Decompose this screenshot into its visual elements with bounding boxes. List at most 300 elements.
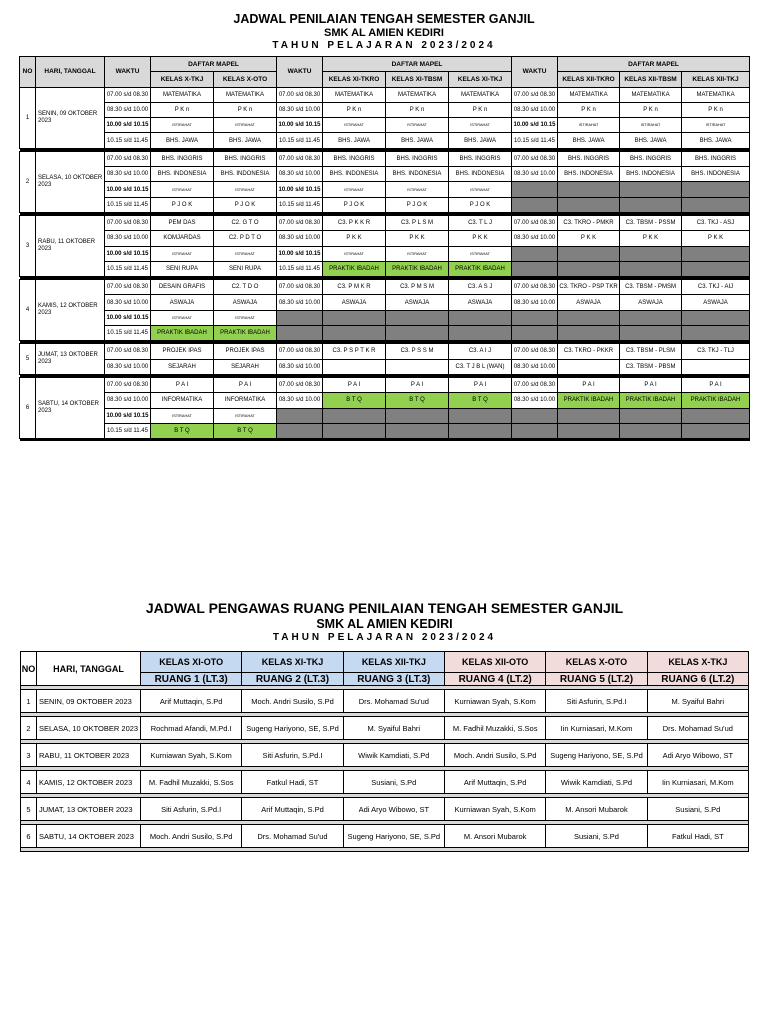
proctor-no: 1 — [21, 690, 37, 713]
subject-cell — [620, 246, 682, 261]
proctor-no: 2 — [21, 717, 37, 740]
subject-cell: SEJARAH — [214, 359, 277, 374]
subject-cell: C2. T D O — [214, 280, 277, 295]
subject-cell — [682, 197, 750, 212]
subject-cell: P K K — [558, 231, 620, 246]
subject-cell: PRAKTIK IBADAH — [558, 393, 620, 408]
subject-cell: P A I — [151, 377, 214, 392]
day-number: 2 — [20, 151, 36, 212]
schedule-row — [20, 408, 750, 423]
schedule-row — [20, 280, 750, 295]
proctor-name: Wiwik Kamdiati, S.Pd — [343, 744, 444, 767]
subject-cell: BHS. INDONESIA — [214, 167, 277, 182]
subject-cell: P K n — [558, 102, 620, 117]
subject-cell: ISTIRAHAT — [214, 310, 277, 325]
subject-cell: P K n — [682, 102, 750, 117]
schedule-row — [20, 423, 750, 438]
subject-cell: MATEMATIKA — [620, 87, 682, 102]
subject-cell: C3. TBSM - PBSM — [620, 359, 682, 374]
subject-cell: BHS. JAWA — [323, 133, 386, 148]
subject-cell: ISTIRAHAT — [151, 310, 214, 325]
time-slot: 08.30 s/d 10.00 — [512, 359, 558, 374]
subject-cell: C3. P M K R — [323, 280, 386, 295]
subject-cell: MATEMATIKA — [151, 87, 214, 102]
time-slot: 07.00 s/d 08.30 — [105, 87, 151, 102]
schedule-row — [20, 326, 750, 341]
subject-cell: ASWAJA — [323, 295, 386, 310]
subject-cell — [620, 182, 682, 197]
time-slot: 07.00 s/d 08.30 — [512, 344, 558, 359]
subject-cell: C3. TBSM - PSSM — [620, 215, 682, 230]
proctor-name: Iin Kurniasari, M.Kom — [647, 771, 748, 794]
schedule-row — [20, 295, 750, 310]
subject-cell: C3. P S S M — [386, 344, 449, 359]
day-number: 4 — [20, 280, 36, 341]
subject-cell: BHS. INDONESIA — [620, 167, 682, 182]
time-slot: 07.00 s/d 08.30 — [277, 280, 323, 295]
subject-cell: B T Q — [449, 393, 512, 408]
proctor-class-header: KELAS X-TKJ — [647, 652, 748, 673]
proctor-no: 6 — [21, 825, 37, 848]
subject-cell: BHS. INDONESIA — [449, 167, 512, 182]
subject-cell: INFORMATIKA — [214, 393, 277, 408]
subject-cell — [558, 261, 620, 276]
subject-cell: ASWAJA — [386, 295, 449, 310]
subject-cell: C3. TKJ - TLJ — [682, 344, 750, 359]
proctor-gap-row — [21, 848, 749, 852]
time-slot: 07.00 s/d 08.30 — [105, 215, 151, 230]
subject-cell — [558, 423, 620, 438]
subject-cell: C3. TBSM - PMSM — [620, 280, 682, 295]
schedule-year: TAHUN PELAJARAN 2023/2024 — [272, 40, 496, 51]
schedule-body — [20, 87, 750, 441]
subject-cell: B T Q — [151, 423, 214, 438]
time-slot: 08.30 s/d 10.00 — [277, 393, 323, 408]
subject-cell: C3. P S P T K R — [323, 344, 386, 359]
proctor-name: M. Fadhil Muzakki, S.Sos — [141, 771, 242, 794]
schedule-row — [20, 231, 750, 246]
proctor-name: Arif Muttaqin, S.Pd — [444, 771, 545, 794]
subject-cell: ASWAJA — [151, 295, 214, 310]
subject-cell: BHS. INDONESIA — [323, 167, 386, 182]
proctor-name: Kurniawan Syah, S.Kom — [141, 744, 242, 767]
subject-cell: ASWAJA — [620, 295, 682, 310]
subject-cell: BHS. INGGRIS — [449, 151, 512, 166]
time-slot: 10.00 s/d 10.15 — [105, 246, 151, 261]
proctor-name: Drs. Mohamad Su'ud — [343, 690, 444, 713]
proctor-class-header: KELAS XII-OTO — [444, 652, 545, 673]
time-slot: 10.00 s/d 10.15 — [105, 118, 151, 133]
proctor-day: KAMIS, 12 OKTOBER 2023 — [37, 771, 141, 794]
subject-cell — [323, 423, 386, 438]
subject-cell — [558, 359, 620, 374]
proctor-room-header: RUANG 1 (LT.3) — [141, 673, 242, 686]
proctor-name: Siti Asfurin, S.Pd.I — [242, 744, 343, 767]
subject-cell — [558, 408, 620, 423]
proctor-room-header: RUANG 5 (LT.2) — [546, 673, 647, 686]
subject-cell: ISTIRAHAT — [386, 118, 449, 133]
col-class: KELAS XI-TBSM — [386, 72, 449, 87]
time-slot: 08.30 s/d 10.00 — [105, 295, 151, 310]
proctor-name: Sugeng Hariyono, SE, S.Pd — [546, 744, 647, 767]
subject-cell: P A I — [386, 377, 449, 392]
subject-cell: PRAKTIK IBADAH — [620, 393, 682, 408]
subject-cell: C3. P K K R — [323, 215, 386, 230]
proctor-room-header: RUANG 6 (LT.2) — [647, 673, 748, 686]
col-class: KELAS XI-TKJ — [449, 72, 512, 87]
subject-cell: C3. TKJ - ASJ — [682, 215, 750, 230]
subject-cell: P A I — [323, 377, 386, 392]
time-slot: 10.00 s/d 10.15 — [277, 118, 323, 133]
proctor-schedule-section — [20, 600, 749, 852]
subject-cell — [620, 261, 682, 276]
time-slot: 10.15 s/d 11.45 — [277, 261, 323, 276]
proctor-name: Moch. Andri Susilo, S.Pd — [444, 744, 545, 767]
subject-cell: ISTIRAHAT — [449, 246, 512, 261]
subject-cell: SENI RUPA — [214, 261, 277, 276]
col-waktu-1: WAKTU — [105, 57, 151, 88]
proctor-day: SENIN, 09 OKTOBER 2023 — [37, 690, 141, 713]
subject-cell: PRAKTIK IBADAH — [682, 393, 750, 408]
time-slot — [512, 261, 558, 276]
proctor-name: Sugeng Hariyono, SE, S.Pd — [343, 825, 444, 848]
subject-cell: P K n — [386, 102, 449, 117]
time-slot: 10.15 s/d 11.45 — [105, 197, 151, 212]
subject-cell — [323, 310, 386, 325]
time-slot: 07.00 s/d 08.30 — [105, 377, 151, 392]
time-slot — [277, 423, 323, 438]
proctor-col-day: HARI, TANGGAL — [37, 652, 141, 686]
schedule-row — [20, 344, 750, 359]
proctor-name: Moch. Andri Susilo, S.Pd — [141, 825, 242, 848]
proctor-name: Adi Aryo Wibowo, ST — [343, 798, 444, 821]
time-slot: 07.00 s/d 08.30 — [277, 344, 323, 359]
subject-cell: C2. G T O — [214, 215, 277, 230]
subject-cell: C3. TKRO - PSP TKR — [558, 280, 620, 295]
time-slot: 08.30 s/d 10.00 — [512, 231, 558, 246]
day-number: 5 — [20, 344, 36, 375]
time-slot: 10.15 s/d 11.45 — [105, 261, 151, 276]
time-slot: 07.00 s/d 08.30 — [512, 280, 558, 295]
time-slot: 07.00 s/d 08.30 — [512, 377, 558, 392]
proctor-name: Siti Asfurin, S.Pd.I — [141, 798, 242, 821]
subject-cell: C3. TKRO - PKKR — [558, 344, 620, 359]
subject-cell: ISTIRAHAT — [151, 246, 214, 261]
time-slot: 08.30 s/d 10.00 — [105, 102, 151, 117]
proctor-school: SMK AL AMIEN KEDIRI — [316, 617, 453, 631]
proctor-name: Rochmad Afandi, M.Pd.I — [141, 717, 242, 740]
subject-cell: ISTIRAHAT — [151, 408, 214, 423]
day-date: SENIN, 09 OKTOBER 2023 — [36, 87, 105, 148]
subject-cell — [558, 326, 620, 341]
subject-cell: C2. P D T O — [214, 231, 277, 246]
proctor-class-header: KELAS X-OTO — [546, 652, 647, 673]
proctor-name: Drs. Mohamad Su'ud — [242, 825, 343, 848]
subject-cell: BHS. JAWA — [449, 133, 512, 148]
subject-cell: P K K — [449, 231, 512, 246]
col-waktu-2: WAKTU — [277, 57, 323, 88]
day-date: SABTU, 14 OKTOBER 2023 — [36, 377, 105, 438]
subject-cell: C3. TBSM - PLSM — [620, 344, 682, 359]
subject-cell: BHS. INDONESIA — [151, 167, 214, 182]
time-slot: 10.15 s/d 11.45 — [277, 197, 323, 212]
proctor-name: Susiani, S.Pd — [647, 798, 748, 821]
col-class: KELAS XII-TBSM — [620, 72, 682, 87]
proctor-table — [20, 651, 749, 852]
proctor-row — [21, 798, 749, 821]
subject-cell: C3. TKJ - AIJ — [682, 280, 750, 295]
col-waktu-3: WAKTU — [512, 57, 558, 88]
day-date: SELASA, 10 OKTOBER 2023 — [36, 151, 105, 212]
time-slot: 10.15 s/d 11.45 — [512, 133, 558, 148]
proctor-name: Kurniawan Syah, S.Kom — [444, 798, 545, 821]
subject-cell: PRAKTIK IBADAH — [151, 326, 214, 341]
proctor-room-header: RUANG 4 (LT.2) — [444, 673, 545, 686]
subject-cell — [682, 359, 750, 374]
proctor-name: Arif Muttaqin, S.Pd — [242, 798, 343, 821]
subject-cell: P A I — [620, 377, 682, 392]
col-class: KELAS X-TKJ — [151, 72, 214, 87]
subject-cell: C3. T J B L (WAN) — [449, 359, 512, 374]
proctor-name: Siti Asfurin, S.Pd.I — [546, 690, 647, 713]
proctor-day: JUMAT, 13 OKTOBER 2023 — [37, 798, 141, 821]
time-slot: 07.00 s/d 08.30 — [277, 151, 323, 166]
proctor-no: 4 — [21, 771, 37, 794]
proctor-name: Moch. Andri Susilo, S.Pd — [242, 690, 343, 713]
time-slot — [512, 197, 558, 212]
time-slot: 08.30 s/d 10.00 — [277, 231, 323, 246]
col-mapel-3: DAFTAR MAPEL — [558, 57, 750, 72]
col-class: KELAS XII-TKRO — [558, 72, 620, 87]
proctor-name: Adi Aryo Wibowo, ST — [647, 744, 748, 767]
subject-cell: C3. TKRO - PMKR — [558, 215, 620, 230]
proctor-name: Susiani, S.Pd — [343, 771, 444, 794]
time-slot — [277, 326, 323, 341]
proctor-class-header: KELAS XI-TKJ — [242, 652, 343, 673]
time-slot: 07.00 s/d 08.30 — [277, 87, 323, 102]
time-slot: 08.30 s/d 10.00 — [512, 295, 558, 310]
subject-cell: B T Q — [214, 423, 277, 438]
time-slot — [512, 246, 558, 261]
schedule-school: SMK AL AMIEN KEDIRI — [324, 27, 444, 39]
subject-cell: BHS. JAWA — [682, 133, 750, 148]
subject-cell — [620, 197, 682, 212]
proctor-name: Fatkul Hadi, ST — [242, 771, 343, 794]
time-slot: 07.00 s/d 08.30 — [512, 215, 558, 230]
col-mapel-1: DAFTAR MAPEL — [151, 57, 277, 72]
proctor-name: Drs. Mohamad Su'ud — [647, 717, 748, 740]
subject-cell: BHS. JAWA — [558, 133, 620, 148]
subject-cell — [386, 359, 449, 374]
proctor-year: TAHUN PELAJARAN 2023/2024 — [272, 632, 497, 643]
proctor-name: M. Ansori Mubarok — [546, 798, 647, 821]
schedule-row — [20, 393, 750, 408]
time-slot: 10.15 s/d 11.45 — [105, 423, 151, 438]
exam-schedule-table — [19, 56, 750, 441]
time-slot: 08.30 s/d 10.00 — [277, 295, 323, 310]
subject-cell: ISTIRAHAT — [558, 118, 620, 133]
subject-cell: P A I — [214, 377, 277, 392]
schedule-title: JADWAL PENILAIAN TENGAH SEMESTER GANJIL — [233, 12, 535, 26]
subject-cell: INFORMATIKA — [151, 393, 214, 408]
time-slot: 10.00 s/d 10.15 — [512, 118, 558, 133]
schedule-row — [20, 167, 750, 182]
time-slot: 08.30 s/d 10.00 — [105, 167, 151, 182]
subject-cell — [682, 182, 750, 197]
day-date: KAMIS, 12 OKTOBER 2023 — [36, 280, 105, 341]
day-number: 6 — [20, 377, 36, 438]
subject-cell — [620, 408, 682, 423]
subject-cell: MATEMATIKA — [449, 87, 512, 102]
subject-cell: P K n — [323, 102, 386, 117]
time-slot: 08.30 s/d 10.00 — [105, 393, 151, 408]
subject-cell — [620, 310, 682, 325]
subject-cell: ISTIRAHAT — [323, 246, 386, 261]
time-slot: 08.30 s/d 10.00 — [512, 167, 558, 182]
subject-cell: P K K — [323, 231, 386, 246]
subject-cell: C3. T L J — [449, 215, 512, 230]
schedule-row — [20, 151, 750, 166]
col-class: KELAS X-OTO — [214, 72, 277, 87]
proctor-day: SABTU, 14 OKTOBER 2023 — [37, 825, 141, 848]
subject-cell: ASWAJA — [449, 295, 512, 310]
day-number: 1 — [20, 87, 36, 148]
proctor-row — [21, 825, 749, 848]
subject-cell: ISTIRAHAT — [214, 408, 277, 423]
time-slot: 08.30 s/d 10.00 — [277, 167, 323, 182]
proctor-name: Iin Kurniasari, M.Kom — [546, 717, 647, 740]
subject-cell: P K n — [214, 102, 277, 117]
subject-cell: BHS. JAWA — [386, 133, 449, 148]
day-number: 3 — [20, 215, 36, 276]
subject-cell: ISTIRAHAT — [386, 182, 449, 197]
subject-cell: DESAIN GRAFIS — [151, 280, 214, 295]
time-slot — [512, 310, 558, 325]
schedule-row — [20, 182, 750, 197]
col-class: KELAS XII-TKJ — [682, 72, 750, 87]
subject-cell — [449, 408, 512, 423]
time-slot: 08.30 s/d 10.00 — [512, 393, 558, 408]
subject-cell: P A I — [449, 377, 512, 392]
schedule-row — [20, 197, 750, 212]
proctor-class-header: KELAS XI-OTO — [141, 652, 242, 673]
subject-cell: MATEMATIKA — [386, 87, 449, 102]
subject-cell: BHS. JAWA — [151, 133, 214, 148]
time-slot: 10.00 s/d 10.15 — [105, 408, 151, 423]
proctor-name: Arif Muttaqin, S.Pd — [141, 690, 242, 713]
subject-cell: SEJARAH — [151, 359, 214, 374]
subject-cell: PRAKTIK IBADAH — [214, 326, 277, 341]
time-slot: 07.00 s/d 08.30 — [512, 151, 558, 166]
subject-cell: ISTIRAHAT — [151, 118, 214, 133]
proctor-room-header: RUANG 3 (LT.3) — [343, 673, 444, 686]
subject-cell: B T Q — [323, 393, 386, 408]
subject-cell: PRAKTIK IBADAH — [323, 261, 386, 276]
proctor-name: Sugeng Hariyono, SE, S.Pd — [242, 717, 343, 740]
time-slot: 10.00 s/d 10.15 — [277, 246, 323, 261]
time-slot: 08.30 s/d 10.00 — [105, 359, 151, 374]
proctor-room-header: RUANG 2 (LT.3) — [242, 673, 343, 686]
subject-cell: MATEMATIKA — [214, 87, 277, 102]
subject-cell: KOMJARDAS — [151, 231, 214, 246]
proctor-row — [21, 744, 749, 767]
subject-cell — [682, 246, 750, 261]
proctor-row — [21, 771, 749, 794]
schedule-row — [20, 377, 750, 392]
col-day: HARI, TANGGAL — [36, 57, 105, 88]
subject-cell — [682, 408, 750, 423]
subject-cell — [620, 423, 682, 438]
time-slot: 07.00 s/d 08.30 — [105, 151, 151, 166]
proctor-name: M. Syaiful Bahri — [647, 690, 748, 713]
subject-cell: MATEMATIKA — [323, 87, 386, 102]
subject-cell: C3. A I J — [449, 344, 512, 359]
proctor-title-block — [20, 600, 749, 643]
subject-cell: ASWAJA — [558, 295, 620, 310]
subject-cell: P J O K — [214, 197, 277, 212]
proctor-name: M. Syaiful Bahri — [343, 717, 444, 740]
subject-cell — [620, 326, 682, 341]
exam-schedule-section — [19, 12, 749, 441]
subject-cell: P K n — [449, 102, 512, 117]
col-class: KELAS XI-TKRO — [323, 72, 386, 87]
subject-cell: PROJEK IPAS — [214, 344, 277, 359]
subject-cell — [386, 326, 449, 341]
subject-cell: BHS. INGGRIS — [214, 151, 277, 166]
subject-cell: C3. P L S M — [386, 215, 449, 230]
time-slot — [512, 326, 558, 341]
time-slot: 08.30 s/d 10.00 — [277, 359, 323, 374]
schedule-row — [20, 261, 750, 276]
proctor-no: 5 — [21, 798, 37, 821]
proctor-row — [21, 717, 749, 740]
subject-cell: BHS. INGGRIS — [620, 151, 682, 166]
subject-cell — [323, 326, 386, 341]
proctor-gap-cell — [21, 848, 749, 852]
time-slot: 07.00 s/d 08.30 — [277, 215, 323, 230]
subject-cell: PEM DAS — [151, 215, 214, 230]
time-slot: 08.30 s/d 10.00 — [512, 102, 558, 117]
subject-cell: P A I — [558, 377, 620, 392]
proctor-name: Wiwik Kamdiati, S.Pd — [546, 771, 647, 794]
schedule-row — [20, 359, 750, 374]
subject-cell — [449, 423, 512, 438]
subject-cell: BHS. INGGRIS — [682, 151, 750, 166]
schedule-row — [20, 102, 750, 117]
proctor-row — [21, 690, 749, 713]
subject-cell: ISTIRAHAT — [449, 182, 512, 197]
proctor-name: M. Ansori Mubarok — [444, 825, 545, 848]
proctor-name: M. Fadhil Muzakki, S.Sos — [444, 717, 545, 740]
time-slot: 07.00 s/d 08.30 — [105, 344, 151, 359]
col-no: NO — [20, 57, 36, 88]
col-mapel-2: DAFTAR MAPEL — [323, 57, 512, 72]
proctor-name: Susiani, S.Pd — [546, 825, 647, 848]
subject-cell: MATEMATIKA — [682, 87, 750, 102]
subject-cell: P K K — [682, 231, 750, 246]
subject-cell: BHS. INGGRIS — [323, 151, 386, 166]
proctor-name: Kurniawan Syah, S.Kom — [444, 690, 545, 713]
subject-cell: ISTIRAHAT — [323, 182, 386, 197]
subject-cell: MATEMATIKA — [558, 87, 620, 102]
time-slot: 10.15 s/d 11.45 — [277, 133, 323, 148]
subject-cell — [386, 310, 449, 325]
subject-cell — [386, 423, 449, 438]
subject-cell: ISTIRAHAT — [214, 182, 277, 197]
proctor-col-no: NO — [21, 652, 37, 686]
subject-cell: ISTIRAHAT — [214, 118, 277, 133]
time-slot: 08.30 s/d 10.00 — [277, 102, 323, 117]
